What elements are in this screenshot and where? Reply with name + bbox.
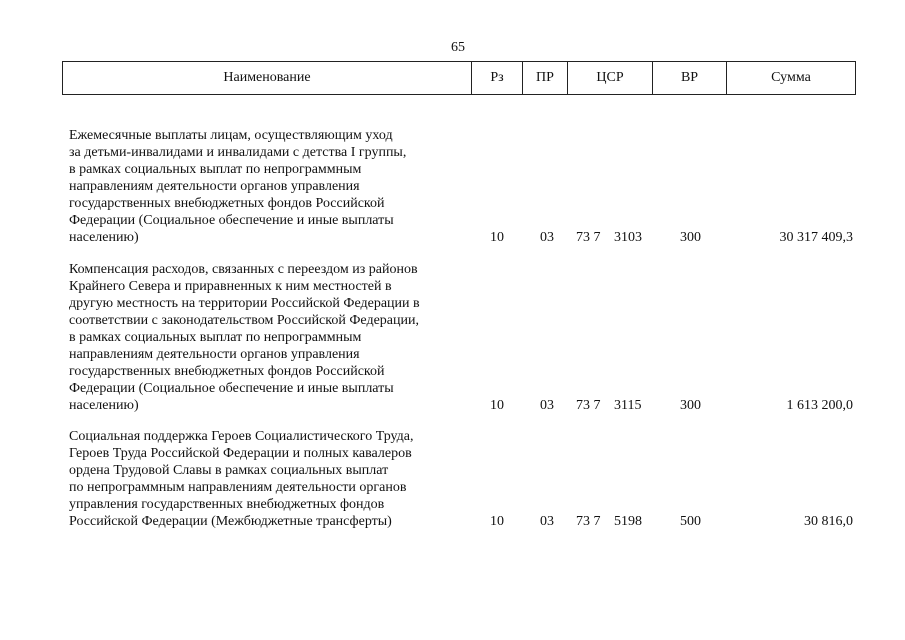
row-pr: 03 <box>540 398 554 413</box>
row-csr-prefix: 73 7 <box>576 230 601 245</box>
row-rz: 10 <box>490 230 504 245</box>
row-csr-prefix: 73 7 <box>576 398 601 413</box>
row-rz: 10 <box>490 398 504 413</box>
header-pr: ПР <box>523 62 568 94</box>
row-vr: 300 <box>680 230 701 245</box>
header-csr: ЦСР <box>568 62 653 94</box>
page-number: 65 <box>451 40 465 55</box>
row-vr: 300 <box>680 398 701 413</box>
row-sum: 30 816,0 <box>804 514 853 529</box>
row-name: Социальная поддержка Героев Социалистического Труда, Героев Труда Российской Федерации и полных кавалеров ордена Трудовой Славы в рамках социальных выплат по непрограммным направлениям деятельности органов управления государственных внебюджетных фондов Российской Федерации (Межбюджетные трансферты) <box>69 429 414 529</box>
row-name: Ежемесячные выплаты лицам, осуществляющим уход за детьми-инвалидами и инвалидами с детства I группы, в рамках социальных выплат по непрограммным направлениям деятельности органов управления государственных внебюджетных фондов Российской Федерации (Социальное обеспечение и иные выплаты населению) <box>69 128 407 245</box>
row-vr: 500 <box>680 514 701 529</box>
row-csr-code: 3115 <box>614 398 642 413</box>
row-name: Компенсация расходов, связанных с переездом из районов Крайнего Севера и приравненных к ним местностей в другую местность на территории Российской Федерации в соответствии с законодательством Российской Федерации, в рамках социальных выплат по непрограммным направлениям деятельности органов управления государственных внебюджетных фондов Российской Федерации (Социальное обеспечение и иные выплаты населению) <box>69 262 420 413</box>
row-csr-code: 5198 <box>614 514 642 529</box>
row-rz: 10 <box>490 514 504 529</box>
row-sum: 1 613 200,0 <box>786 398 853 413</box>
header-name: Наименование <box>63 62 472 94</box>
row-csr-code: 3103 <box>614 230 642 245</box>
table-header <box>62 61 856 95</box>
row-pr: 03 <box>540 230 554 245</box>
row-csr-prefix: 73 7 <box>576 514 601 529</box>
header-rz: Рз <box>472 62 523 94</box>
header-vr: ВР <box>653 62 727 94</box>
header-sum: Сумма <box>771 70 811 85</box>
row-sum: 30 317 409,3 <box>779 230 853 245</box>
row-pr: 03 <box>540 514 554 529</box>
